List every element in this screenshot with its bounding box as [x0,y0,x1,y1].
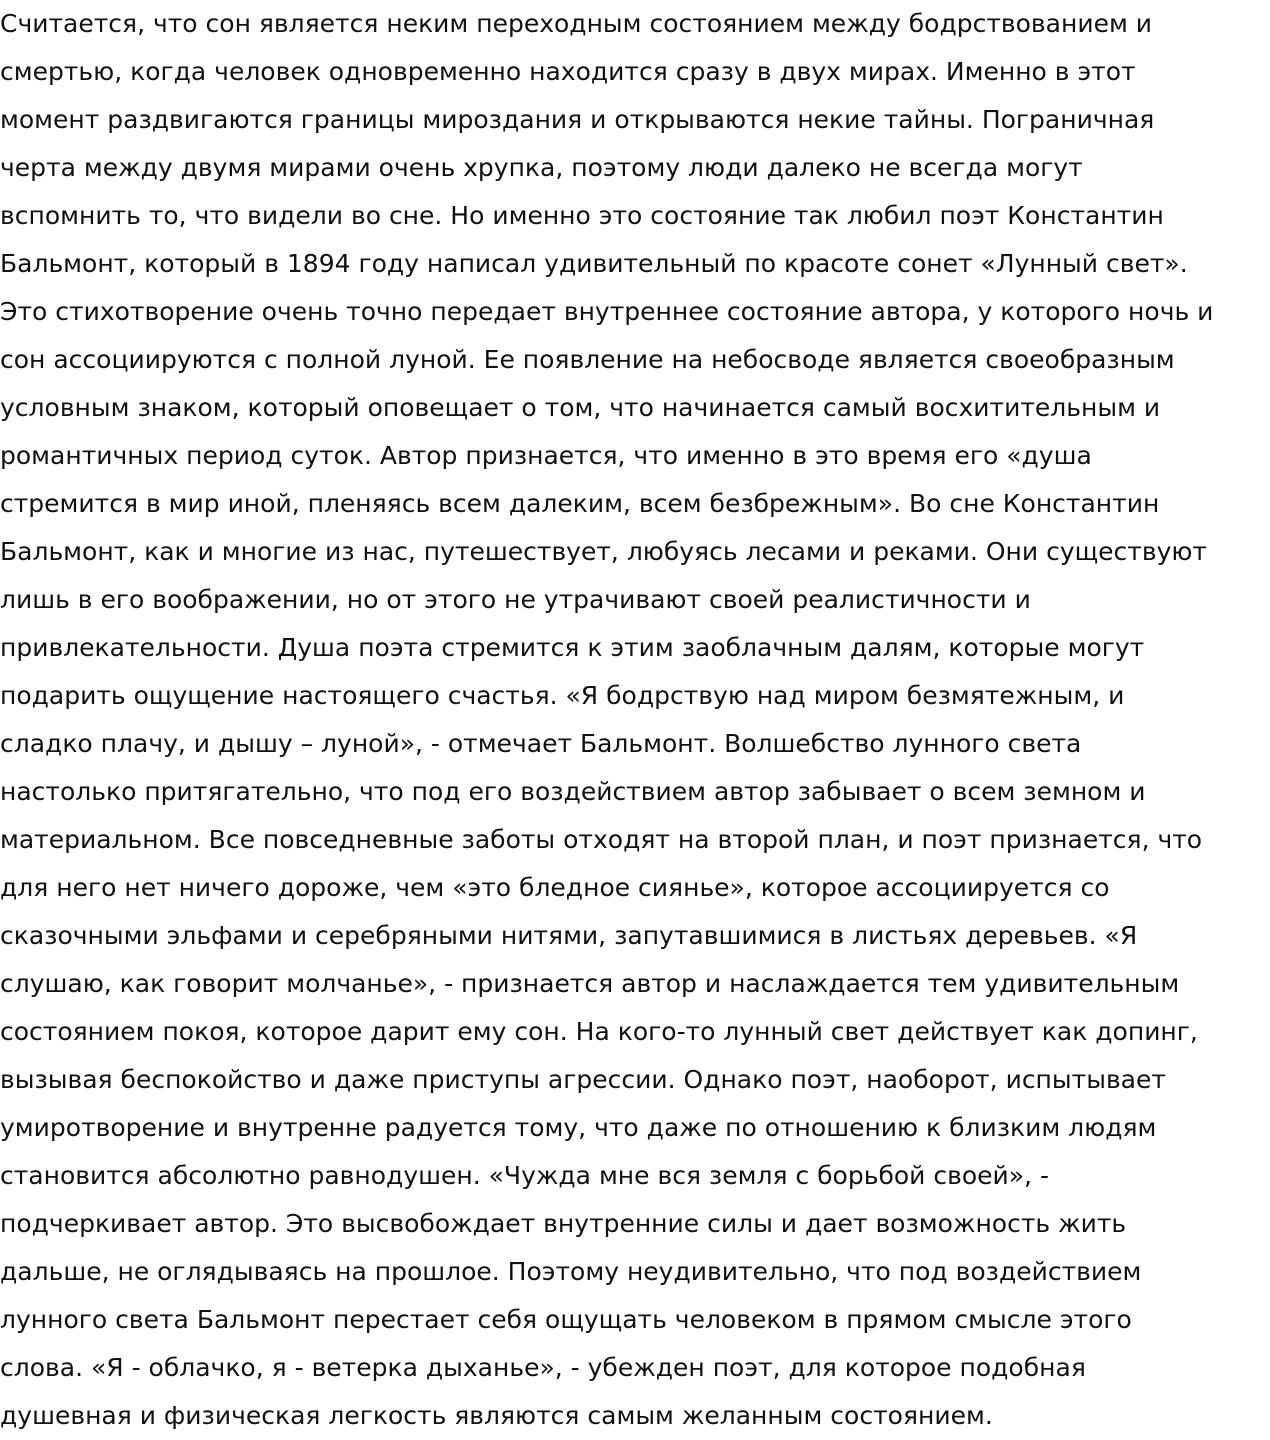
text-line: слушаю, как говорит молчанье», - признается автор и наслаждается тем удивительным [0,969,1180,998]
text-line: черта между двумя мирами очень хрупка, поэтому люди далеко не всегда могут [0,153,1083,182]
text-line: смертью, когда человек одновременно находится сразу в двух мирах. Именно в этот [0,57,1136,86]
text-line: состоянием покоя, которое дарит ему сон. На кого-то лунный свет действует как допинг, [0,1017,1198,1046]
text-line: сон ассоциируются с полной луной. Ее появление на небосводе является своеобразным [0,345,1175,374]
text-line: материальном. Все повседневные заботы отходят на второй план, и поэт признается, что [0,825,1203,854]
text-line: становится абсолютно равнодушен. «Чужда мне вся земля с борьбой своей», - [0,1161,1049,1190]
text-line: Бальмонт, который в 1894 году написал удивительный по красоте сонет «Лунный свет». [0,249,1188,278]
text-line: вспомнить то, что видели во сне. Но именно это состояние так любил поэт Константин [0,201,1164,230]
text-line: Бальмонт, как и многие из нас, путешествует, любуясь лесами и реками. Они существуют [0,537,1207,566]
text-line: подчеркивает автор. Это высвобождает внутренние силы и дает возможность жить [0,1209,1127,1238]
text-line: Считается, что сон является неким переходным состоянием между бодрствованием и [0,9,1153,38]
text-line: момент раздвигаются границы мироздания и открываются некие тайны. Пограничная [0,105,1155,134]
text-line: стремится в мир иной, пленяясь всем далеким, всем безбрежным». Во сне Константин [0,489,1160,518]
text-line: подарить ощущение настоящего счастья. «Я бодрствую над миром безмятежным, и [0,681,1125,710]
text-line: условным знаком, который оповещает о том, что начинается самый восхитительным и [0,393,1161,422]
text-line: для него нет ничего дороже, чем «это бледное сиянье», которое ассоциируется со [0,873,1110,902]
text-line: душевная и физическая легкость являются самым желанным состоянием. [0,1401,993,1430]
text-line: лишь в его воображении, но от этого не утрачивают своей реалистичности и [0,585,1031,614]
text-line: слова. «Я - облачко, я - ветерка дыханье», - убежден поэт, для которое подобная [0,1353,1086,1382]
text-line: сказочными эльфами и серебряными нитями, запутавшимися в листьях деревьев. «Я [0,921,1138,950]
text-line: умиротворение и внутренне радуется тому, что даже по отношению к близким людям [0,1113,1157,1142]
text-line: вызывая беспокойство и даже приступы агрессии. Однако поэт, наоборот, испытывает [0,1065,1166,1094]
text-line: лунного света Бальмонт перестает себя ощущать человеком в прямом смысле этого [0,1305,1132,1334]
text-line: романтичных период суток. Автор признается, что именно в это время его «душа [0,441,1092,470]
text-line: сладко плачу, и дышу – луной», - отмечает Бальмонт. Волшебство лунного света [0,729,1082,758]
text-line: дальше, не оглядываясь на прошлое. Поэтому неудивительно, что под воздействием [0,1257,1142,1286]
text-line: Это стихотворение очень точно передает внутреннее состояние автора, у которого ночь и [0,297,1214,326]
text-line: привлекательности. Душа поэта стремится к этим заоблачным далям, которые могут [0,633,1145,662]
text-line: настолько притягательно, что под его воздействием автор забывает о всем земном и [0,777,1146,806]
